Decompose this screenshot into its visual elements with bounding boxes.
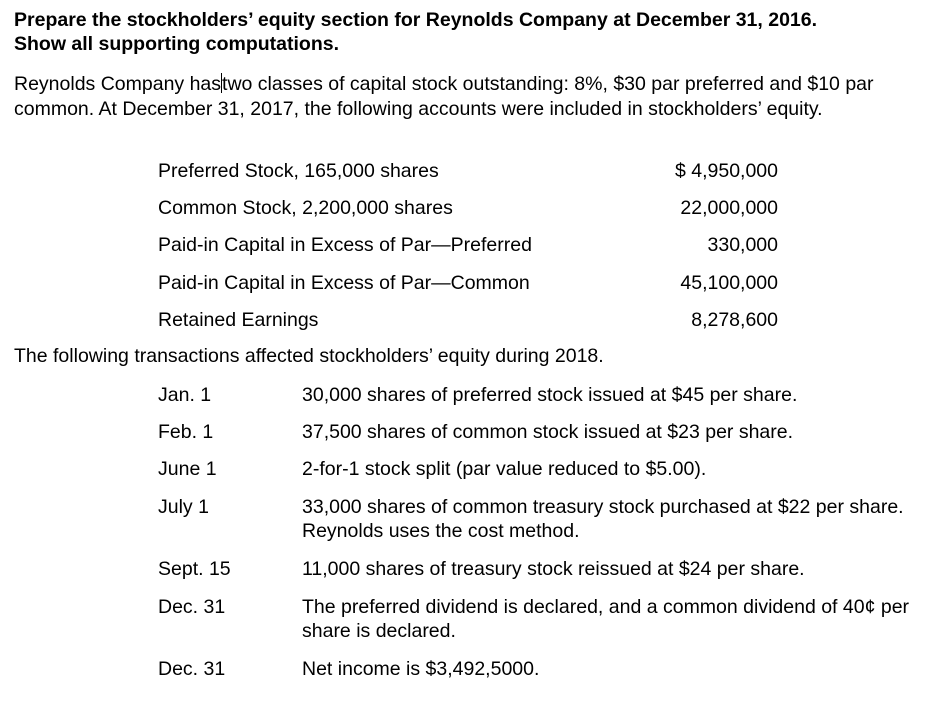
intro-text-start: Reynolds Company has: [14, 73, 222, 95]
account-label: Preferred Stock, 165,000 shares: [158, 160, 439, 182]
account-row: [158, 232, 778, 258]
account-amount: 8,278,600: [691, 309, 778, 331]
transaction-date: Sept. 15: [158, 558, 231, 580]
heading-line-1: Prepare the stockholders’ equity section for Reynolds Company at December 31, 2016.: [14, 9, 818, 31]
account-amount: 22,000,000: [680, 197, 778, 219]
transaction-date: Dec. 31: [158, 658, 226, 680]
transactions-intro: The following transactions affected stockholders’ equity during 2018.: [14, 345, 604, 367]
intro-paragraph: [14, 72, 929, 122]
transaction-description: 33,000 shares of common treasury stock purchased at $22 per share. Reynolds uses the cost method.: [302, 496, 904, 542]
transaction-description: 37,500 shares of common stock issued at $23 per share.: [302, 421, 794, 443]
transaction-date: Feb. 1: [158, 421, 214, 443]
account-amount: $ 4,950,000: [674, 160, 778, 182]
heading-line-2: Show all supporting computations.: [14, 33, 339, 55]
transaction-date: July 1: [158, 496, 209, 518]
transaction-description: 2-for-1 stock split (par value reduced to $5.00).: [302, 458, 707, 480]
account-row: [158, 270, 778, 296]
problem-heading: [14, 8, 929, 56]
transaction-date: Jan. 1: [158, 384, 212, 406]
account-row: [158, 158, 778, 184]
transaction-description: 30,000 shares of preferred stock issued at $45 per share.: [302, 384, 798, 406]
intro-text-rest: two classes of capital stock outstanding: 8%, $30 par preferred and $10 par common. At December 31, 2017, the following accounts were included in stockholders’ equity.: [14, 73, 874, 120]
account-label: Retained Earnings: [158, 309, 319, 331]
account-label: Common Stock, 2,200,000 shares: [158, 197, 453, 219]
transaction-description: Net income is $3,492,5000.: [302, 658, 540, 680]
account-amount: 45,100,000: [680, 272, 778, 294]
account-label: Paid-in Capital in Excess of Par—Common: [158, 272, 530, 294]
transaction-date: Dec. 31: [158, 596, 226, 618]
account-row: [158, 307, 778, 333]
transaction-date: June 1: [158, 458, 217, 480]
transaction-description: 11,000 shares of treasury stock reissued at $24 per share.: [302, 558, 805, 580]
account-row: [158, 195, 778, 221]
account-label: Paid-in Capital in Excess of Par—Preferred: [158, 234, 532, 256]
account-amount: 330,000: [707, 234, 778, 256]
transaction-description: The preferred dividend is declared, and a common dividend of 40¢ per share is declared.: [302, 596, 910, 642]
